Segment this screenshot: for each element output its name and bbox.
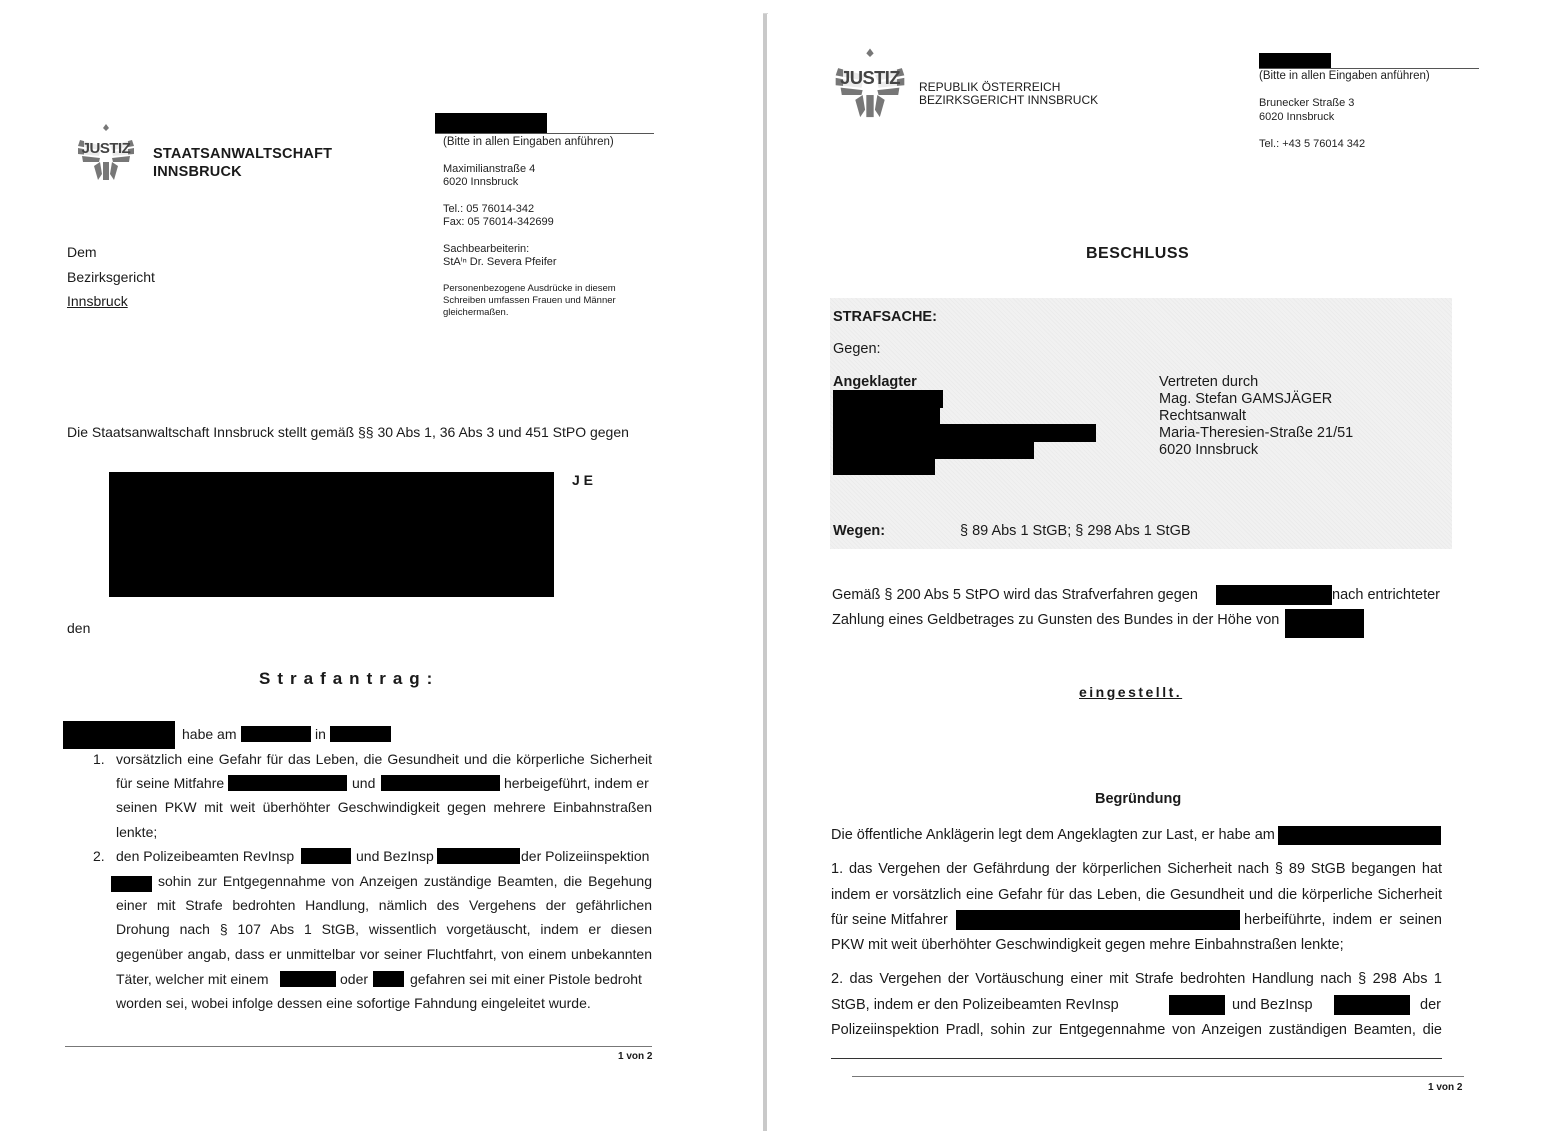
text-end-rule	[831, 1058, 1442, 1059]
item1-line1: vorsätzlich eine Gefahr für das Leben, die Gesundheit und die körperliche Sicherheit	[116, 751, 652, 767]
recipient-line2: Bezirksgericht	[67, 269, 155, 285]
charge-text: § 89 Abs 1 StGB; § 298 Abs 1 StGB	[960, 523, 1191, 539]
footer-rule	[852, 1076, 1464, 1077]
item1-line2b: und	[352, 775, 376, 791]
gender-note-line1: Personenbezogene Ausdrücke in diesem	[443, 283, 616, 294]
item2-number: 2.	[93, 848, 105, 864]
je-label: J E	[572, 472, 594, 488]
redacted-reference-number	[435, 113, 547, 133]
item1-line2c: herbeigeführt, indem er	[504, 775, 649, 791]
document-heading: Strafantrag:	[259, 669, 440, 688]
redacted-amount	[1285, 609, 1364, 638]
den-label: den	[67, 620, 91, 636]
redacted-place	[330, 726, 391, 742]
reference-rule	[1259, 68, 1479, 69]
item2-line1c: der Polizeiinspektion	[521, 848, 650, 864]
redacted-vehicle2	[373, 971, 404, 987]
redacted-officer2	[437, 848, 520, 864]
item2-line4: Drohung nach § 107 Abs 1 StGB, wissentlich vorgetäuscht, indem er diesen	[116, 921, 652, 937]
gender-note-line2: Schreiben umfassen Frauen und Männer	[443, 295, 616, 306]
gender-note-line3: gleichermaßen.	[443, 307, 509, 318]
reason2-line3: Polizeiinspektion Pradl, sohin zur Entgegennahme von Anzeigen zuständigen Beamten, die	[831, 1022, 1442, 1038]
redacted-accused-line5	[833, 458, 935, 475]
page-divider	[763, 14, 767, 1131]
reference-hint: (Bitte in allen Eingaben anführen)	[443, 136, 614, 148]
item2-line1a: den Polizeibeamten RevInsp	[116, 848, 295, 864]
item2-line7: worden sei, wobei infolge dessen eine sofortige Fahndung eingeleitet wurde.	[116, 995, 591, 1011]
reasons-heading: Begründung	[1095, 791, 1182, 807]
reason1-line3a: für seine Mitfahrer	[831, 912, 948, 928]
page-number: 1 von 2	[618, 1051, 653, 1062]
svg-text:JUSTIZ: JUSTIZ	[840, 67, 900, 88]
telephone: Tel.: 05 76014-342	[443, 203, 535, 215]
decision-word: eingestellt.	[1079, 684, 1183, 700]
reason1-line4: PKW mit weit überhöhter Geschwindigkeit gegen mehre Einbahnstraßen lenkte;	[831, 937, 1344, 953]
decision-line2: Zahlung eines Geldbetrages zu Gunsten des Bundes in der Höhe von	[832, 612, 1280, 628]
country-name: REPUBLIK ÖSTERREICH	[919, 80, 1061, 94]
redacted-officer1	[1169, 995, 1225, 1015]
accused-label: Angeklagter	[833, 374, 917, 390]
item2-line6a: Täter, welcher mit einem	[116, 971, 269, 987]
counsel-line4: Maria-Theresien-Straße 21/51	[1159, 425, 1354, 441]
redacted-accused-line3	[833, 424, 1096, 442]
redacted-vehicle1	[280, 971, 336, 987]
redacted-accused-line1	[833, 390, 943, 408]
counsel-line1: Vertreten durch	[1159, 374, 1259, 390]
decision-line1a: Gemäß § 200 Abs 5 StPO wird das Strafverfahren gegen	[832, 587, 1198, 603]
fax: Fax: 05 76014-342699	[443, 216, 554, 228]
authority-name-line2: INNSBRUCK	[153, 164, 242, 180]
counsel-line5: 6020 Innsbruck	[1159, 442, 1259, 458]
redacted-station	[111, 876, 152, 892]
redacted-date	[241, 726, 311, 742]
reason1-line3b: herbeiführte, indem er seinen	[1244, 912, 1442, 928]
left-page-strafantrag	[0, 0, 763, 1131]
footer-rule	[65, 1046, 652, 1047]
redacted-accused-name	[1216, 585, 1332, 605]
reference-hint: (Bitte in allen Eingaben anführen)	[1259, 70, 1430, 82]
justiz-emblem-logo	[76, 122, 136, 184]
address-street: Brunecker Straße 3	[1259, 97, 1355, 109]
counsel-line3: Rechtsanwalt	[1159, 408, 1247, 424]
redacted-offense-date	[1278, 826, 1441, 845]
redacted-passenger1	[228, 775, 347, 791]
habe-am-text: habe am	[182, 726, 237, 742]
reason2-line1: 2. das Vergehen der Vortäuschung einer mit Strafe bedrohten Handlung nach § 298 Abs 1	[831, 971, 1442, 987]
reason2-line2a: StGB, indem er den Polizeibeamten RevInsp	[831, 997, 1119, 1013]
counsel-line2: Mag. Stefan GAMSJÄGER	[1159, 391, 1333, 407]
redacted-officer1	[301, 848, 351, 864]
redacted-officer2	[1334, 995, 1410, 1015]
svg-text:JUSTIZ: JUSTIZ	[81, 140, 131, 157]
reason2-line2c: der	[1420, 997, 1441, 1013]
item2-line3: einer mit Strafe bedrohten Handlung, nämlich des Vergehens der gefährlichen	[116, 897, 652, 913]
address-street: Maximilianstraße 4	[443, 163, 536, 175]
redacted-passenger2	[381, 775, 500, 791]
redacted-name	[63, 721, 175, 749]
redacted-defendant-block	[109, 472, 554, 597]
item2-line6b: oder	[340, 971, 369, 987]
recipient-line3: Innsbruck	[67, 293, 128, 309]
item2-line5: gegenüber angab, dass er unmittelbar vor seiner Fluchtfahrt, von einem unbekannten	[116, 946, 652, 962]
redacted-passengers	[956, 910, 1240, 930]
authority-name-line1: STAATSANWALTSCHAFT	[153, 146, 333, 162]
against-label: Gegen:	[833, 341, 881, 357]
reason1-line2: indem er vorsätzlich eine Gefahr für das Leben, die Gesundheit und die körperliche Sicherheit	[831, 887, 1442, 903]
item2-line2: sohin zur Entgegennahme von Anzeigen zuständige Beamten, die Begehung	[158, 873, 652, 889]
clerk-label: Sachbearbeiterin:	[443, 243, 530, 255]
item1-line2a: für seine Mitfahre	[116, 775, 225, 791]
document-title: BESCHLUSS	[1086, 245, 1190, 262]
reason2-line2b: und BezInsp	[1232, 997, 1313, 1013]
redacted-reference-number	[1259, 53, 1331, 68]
redacted-accused-line4	[833, 441, 1034, 459]
intro-sentence: Die Staatsanwaltschaft Innsbruck stellt gemäß §§ 30 Abs 1, 36 Abs 3 und 451 StPO gegen	[67, 424, 629, 440]
reasons-intro: Die öffentliche Anklägerin legt dem Angeklagten zur Last, er habe am	[831, 827, 1275, 843]
in-text: in	[315, 726, 326, 742]
charge-label: Wegen:	[833, 523, 886, 539]
item1-line3: seinen PKW mit weit überhöhter Geschwindigkeit gegen mehrere Einbahnstraßen	[116, 799, 652, 815]
right-page-beschluss	[768, 0, 1551, 1131]
page-number: 1 von 2	[1428, 1082, 1463, 1093]
reference-rule	[435, 133, 654, 134]
address-city: 6020 Innsbruck	[1259, 111, 1335, 123]
item1-number: 1.	[93, 751, 105, 767]
redacted-accused-line2	[833, 408, 940, 425]
item2-line1b: und BezInsp	[356, 848, 434, 864]
case-label: STRAFSACHE:	[833, 309, 937, 325]
recipient-line1: Dem	[67, 244, 97, 260]
court-name: BEZIRKSGERICHT INNSBRUCK	[919, 93, 1099, 107]
item1-line4: lenkte;	[116, 824, 158, 840]
reason1-line1: 1. das Vergehen der Gefährdung der körperlichen Sicherheit nach § 89 StGB begangen hat	[831, 861, 1442, 877]
justiz-emblem-logo	[832, 46, 908, 122]
clerk-name: StAⁱⁿ Dr. Severa Pfeifer	[443, 256, 557, 268]
address-city: 6020 Innsbruck	[443, 176, 519, 188]
item2-line6c: gefahren sei mit einer Pistole bedroht	[410, 971, 642, 987]
decision-line1b: nach entrichteter	[1332, 587, 1441, 603]
telephone: Tel.: +43 5 76014 342	[1259, 138, 1366, 150]
